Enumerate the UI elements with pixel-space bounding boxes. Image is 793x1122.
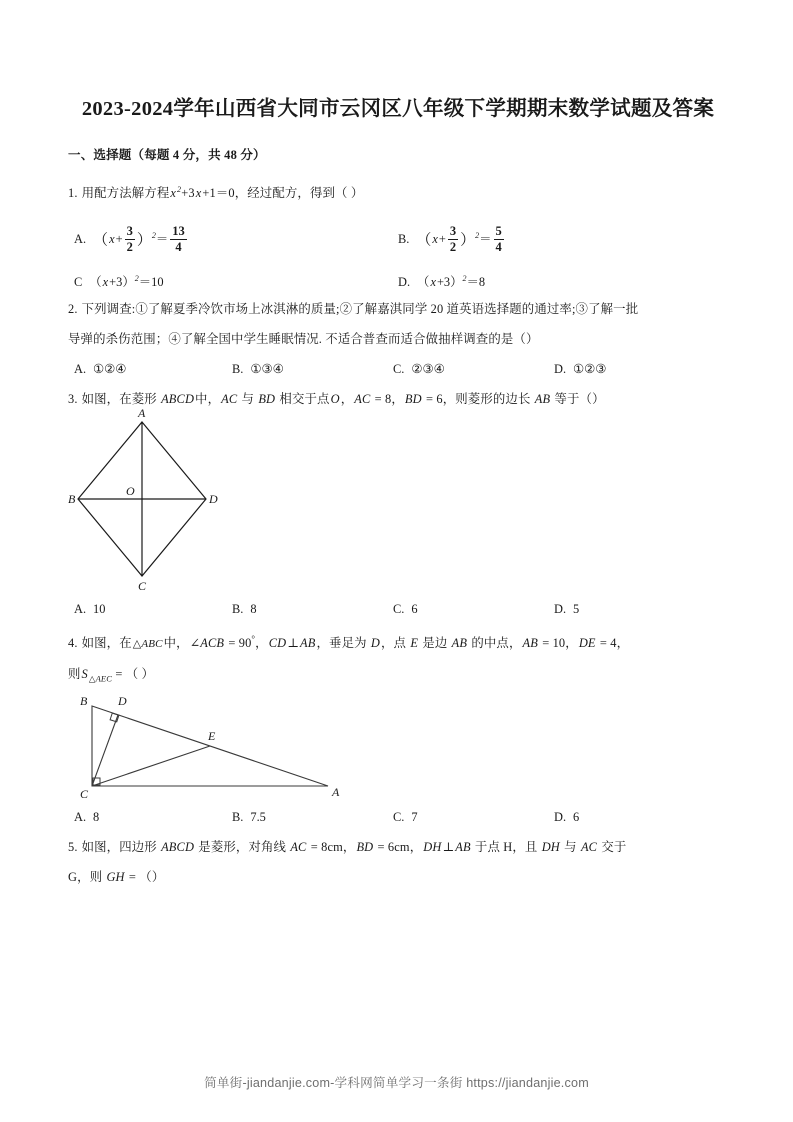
option-3D-label: D. [554, 602, 567, 617]
question-4-line-1 [68, 624, 728, 659]
question-1-text-before: 用配方法解方程 [81, 186, 170, 201]
page-title: 2023-2024学年山西省大同市云冈区八年级下学期期末数学试题及答案 [81, 98, 715, 120]
option-2D-label: D. [554, 362, 567, 377]
triangle-label-a: A [332, 784, 340, 799]
text-fragment-4: 与 [238, 392, 258, 407]
page-content [68, 92, 728, 892]
question-4-line-2 [68, 659, 728, 693]
text-fragment-17: AB [522, 636, 538, 651]
option-4C[interactable] [393, 802, 418, 832]
question-3-figure [68, 406, 728, 594]
text-fragment-6: ， [255, 636, 268, 651]
option-4B-value: 7.5 [250, 809, 266, 824]
question-4-figure [68, 694, 728, 802]
option-1C-equals: ＝10 [138, 275, 164, 290]
option-1D-tail: +3） [436, 275, 463, 290]
text-fragment-4: = 8cm [307, 839, 343, 854]
text-fragment-5: ° [251, 634, 256, 645]
text-fragment-8: ， [409, 839, 423, 854]
question-5-number: 5. [68, 839, 78, 854]
question-2-number: 2. [68, 302, 78, 317]
option-2B[interactable] [232, 354, 284, 384]
option-4D-value: 6 [573, 809, 580, 824]
text-fragment-1: GH [106, 869, 125, 884]
rhombus-label-d: D [209, 492, 218, 507]
option-1B-rdenominator: 4 [495, 239, 502, 254]
text-fragment-1: ABCD [161, 392, 195, 407]
text-fragment-9: DH [423, 839, 442, 854]
option-1A[interactable] [74, 208, 189, 268]
question-4-area-symbol: S [81, 667, 88, 682]
question-1-equation-var2: x [195, 186, 202, 201]
question-2-line-1 [68, 294, 728, 324]
option-4A[interactable] [74, 802, 99, 832]
section-heading-choice: 一、选择题（每题 4 分，共 48 分） [68, 148, 266, 162]
option-1C-tail: +3） [109, 275, 135, 290]
option-1C[interactable] [74, 264, 164, 297]
option-1A-equals: ＝ [155, 232, 169, 247]
option-1A-denominator: 2 [126, 239, 133, 254]
question-2 [68, 294, 728, 354]
option-3B[interactable] [232, 594, 257, 624]
option-4C-value: 7 [411, 809, 418, 824]
question-4-number: 4. [68, 636, 78, 651]
question-1 [68, 175, 728, 208]
question-5-line-2 [68, 862, 728, 892]
text-fragment-3: AC [221, 392, 238, 407]
triangle-label-b: B [80, 693, 88, 708]
rhombus-label-o: O [126, 484, 135, 499]
option-3A-value: 10 [93, 602, 106, 617]
text-fragment-8: ⊥ [287, 636, 300, 651]
option-2B-value: ①③④ [250, 362, 284, 377]
text-fragment-21: = 4 [596, 636, 617, 651]
text-fragment-14: 与 [560, 839, 580, 854]
option-3A[interactable] [74, 594, 105, 624]
option-3B-value: 8 [250, 602, 257, 617]
text-fragment-10: ⊥ [442, 839, 455, 854]
option-1B-fraction-left [448, 225, 458, 254]
text-fragment-13: E [410, 636, 419, 651]
question-1-equation-var: x [170, 186, 177, 201]
option-1B-fraction-right [494, 225, 504, 254]
text-fragment-3: ∠ACB [189, 636, 225, 651]
text-fragment-16: 等于（） [551, 392, 605, 407]
option-1C-label: C [74, 275, 83, 290]
option-1D-equals: ＝8 [466, 275, 486, 290]
option-2C-value: ②③④ [411, 362, 445, 377]
question-4-tail: = （ ） [112, 667, 155, 682]
text-fragment-9: AC [354, 392, 371, 407]
question-3-number: 3. [68, 392, 78, 407]
text-fragment-0: 如图，在 [81, 636, 132, 651]
option-1A-label: A. [74, 232, 87, 247]
text-fragment-12: 于点 H，且 [471, 839, 541, 854]
option-1A-rnumerator: 13 [172, 223, 185, 238]
option-4A-label: A. [74, 809, 87, 824]
option-3A-label: A. [74, 602, 87, 617]
option-4A-value: 8 [93, 809, 100, 824]
text-fragment-10: = 8 [371, 392, 392, 407]
text-fragment-2: 中， [163, 636, 189, 651]
option-1B-plus: + [438, 232, 446, 247]
option-1D[interactable] [398, 264, 485, 297]
option-1C-var: x [102, 275, 109, 290]
text-fragment-18: = 10 [538, 636, 566, 651]
question-1-number: 1. [68, 186, 78, 201]
text-fragment-13: = 6 [422, 392, 443, 407]
option-2D-value: ①②③ [573, 362, 607, 377]
option-4C-label: C. [393, 809, 405, 824]
option-1A-power: 2 [151, 231, 156, 241]
option-1B-open: （ [416, 232, 432, 249]
text-fragment-14: ，则菱形的边长 [442, 392, 534, 407]
option-2D[interactable] [554, 354, 606, 384]
option-2A-value: ①②④ [93, 362, 127, 377]
text-fragment-6: 相交于点 [276, 392, 330, 407]
option-4D[interactable] [554, 802, 579, 832]
question-1-options-row-1 [68, 208, 728, 264]
question-3-options [68, 594, 728, 624]
option-1D-open: （ [417, 275, 430, 290]
triangle-label-e: E [208, 728, 216, 743]
option-1D-power: 2 [462, 274, 467, 284]
text-fragment-7: = 6cm [374, 839, 410, 854]
triangle-label-c: C [80, 786, 89, 801]
question-4 [68, 624, 728, 694]
text-fragment-2: 是菱形，对角线 [195, 839, 290, 854]
text-fragment-2: 中， [195, 392, 221, 407]
option-1C-open: （ [89, 275, 102, 290]
text-fragment-3: AC [290, 839, 307, 854]
text-fragment-9: AB [300, 636, 316, 651]
text-fragment-16: 交于 [598, 839, 627, 854]
rhombus-label-b: B [68, 492, 76, 507]
option-1D-label: D. [398, 275, 411, 290]
text-fragment-10: ，垂足为 [316, 636, 370, 651]
option-2A-label: A. [74, 362, 87, 377]
text-fragment-12: ，点 [381, 636, 410, 651]
text-fragment-0: G，则 [68, 869, 106, 884]
option-1A-fraction-left [125, 225, 135, 254]
option-1B-var: x [432, 232, 438, 247]
option-4B-label: B. [232, 809, 244, 824]
question-4-prefix: 则 [68, 667, 81, 682]
question-5-text-1 [82, 840, 627, 854]
option-1A-numerator: 3 [126, 223, 133, 238]
text-fragment-19: ， [565, 636, 578, 651]
option-1B-equals: ＝ [479, 232, 492, 247]
question-1-options-row-2 [68, 264, 728, 294]
triangle-label-d: D [118, 693, 127, 708]
option-1A-plus: + [115, 232, 123, 247]
option-3C-value: 6 [411, 602, 418, 617]
option-1B[interactable] [398, 208, 506, 268]
question-1-equation-power: 2 [177, 185, 182, 194]
option-1C-power: 2 [134, 274, 139, 284]
option-1A-open: （ [93, 232, 109, 249]
option-2C[interactable] [393, 354, 445, 384]
text-fragment-11: AB [455, 839, 471, 854]
text-fragment-15: AC [580, 839, 598, 854]
question-1-equation: +3 [181, 186, 195, 201]
option-1B-rnumerator: 5 [495, 223, 502, 238]
rhombus-diagram [68, 406, 348, 594]
text-fragment-11: D [370, 636, 381, 651]
option-1A-var: x [109, 232, 115, 247]
option-3C-label: C. [393, 602, 405, 617]
question-5 [68, 832, 728, 892]
segment-cd [92, 715, 118, 786]
text-fragment-8: ， [340, 392, 354, 407]
text-fragment-12: BD [404, 392, 422, 407]
question-1-equation-tail: +1＝0 [202, 186, 235, 201]
text-fragment-4: = 90 [225, 636, 252, 651]
text-fragment-7: CD [268, 636, 287, 651]
option-2A[interactable] [74, 354, 126, 384]
question-1-text-after: ，经过配方，得到（ ） [234, 186, 364, 201]
text-fragment-0: 如图，四边形 [81, 839, 161, 854]
question-2-options [68, 354, 728, 384]
text-fragment-6: BD [356, 839, 374, 854]
option-1B-label: B. [398, 232, 410, 247]
text-fragment-0: 如图，在菱形 [81, 392, 161, 407]
question-4-area-subscript: △AEC [88, 673, 113, 684]
option-1A-rdenominator: 4 [170, 239, 187, 254]
segment-ce [92, 746, 210, 786]
text-fragment-11: ， [391, 392, 404, 407]
option-4B[interactable] [232, 802, 266, 832]
text-fragment-2: = （） [125, 869, 165, 884]
option-2C-label: C. [393, 362, 405, 377]
question-3 [68, 384, 728, 414]
text-fragment-16: 的中点， [468, 636, 522, 651]
text-fragment-22: ， [616, 636, 630, 651]
option-3B-label: B. [232, 602, 244, 617]
text-fragment-7: O [330, 392, 340, 407]
text-fragment-13: DH [541, 839, 560, 854]
text-fragment-15: AB [534, 392, 551, 407]
text-fragment-14: 是边 [419, 636, 451, 651]
text-fragment-1: △ABC [132, 638, 163, 651]
option-3C[interactable] [393, 594, 418, 624]
option-1B-power: 2 [475, 231, 480, 241]
option-2B-label: B. [232, 362, 244, 377]
text-fragment-20: DE [578, 636, 596, 651]
rhombus-label-c: C [138, 579, 147, 594]
rhombus-label-a: A [138, 406, 146, 421]
option-1D-var: x [430, 275, 436, 290]
footer-watermark: 简单街-jiandanjie.com-学科网简单学习一条街 https://jiandanjie.com [204, 1076, 589, 1090]
text-fragment-15: AB [451, 636, 468, 651]
text-fragment-5: ， [342, 839, 356, 854]
option-1B-numerator: 3 [449, 223, 457, 238]
option-3D[interactable] [554, 594, 579, 624]
question-3-text [82, 392, 605, 406]
question-4-text-1 [82, 636, 630, 650]
option-1A-close: ） [136, 232, 152, 249]
right-triangle-diagram [68, 694, 368, 802]
option-1B-denominator: 2 [449, 239, 457, 254]
question-2-line-2: 导弹的杀伤范围；④了解全国中学生睡眠情况. 不适合普查而适合做抽样调查的是（） [68, 332, 539, 347]
question-4-options [68, 802, 728, 832]
option-4D-label: D. [554, 809, 567, 824]
text-fragment-5: BD [258, 392, 276, 407]
text-fragment-1: ABCD [161, 839, 195, 854]
option-3D-value: 5 [573, 602, 580, 617]
option-1B-close: ） [460, 232, 476, 249]
option-1A-fraction-right [170, 225, 187, 254]
question-5-line-1 [68, 832, 728, 862]
question-2-text-line1: 下列调查:①了解夏季冷饮市场上冰淇淋的质量;②了解嘉淇同学 20 道英语选择题的通过率;③了解一批 [81, 302, 639, 317]
